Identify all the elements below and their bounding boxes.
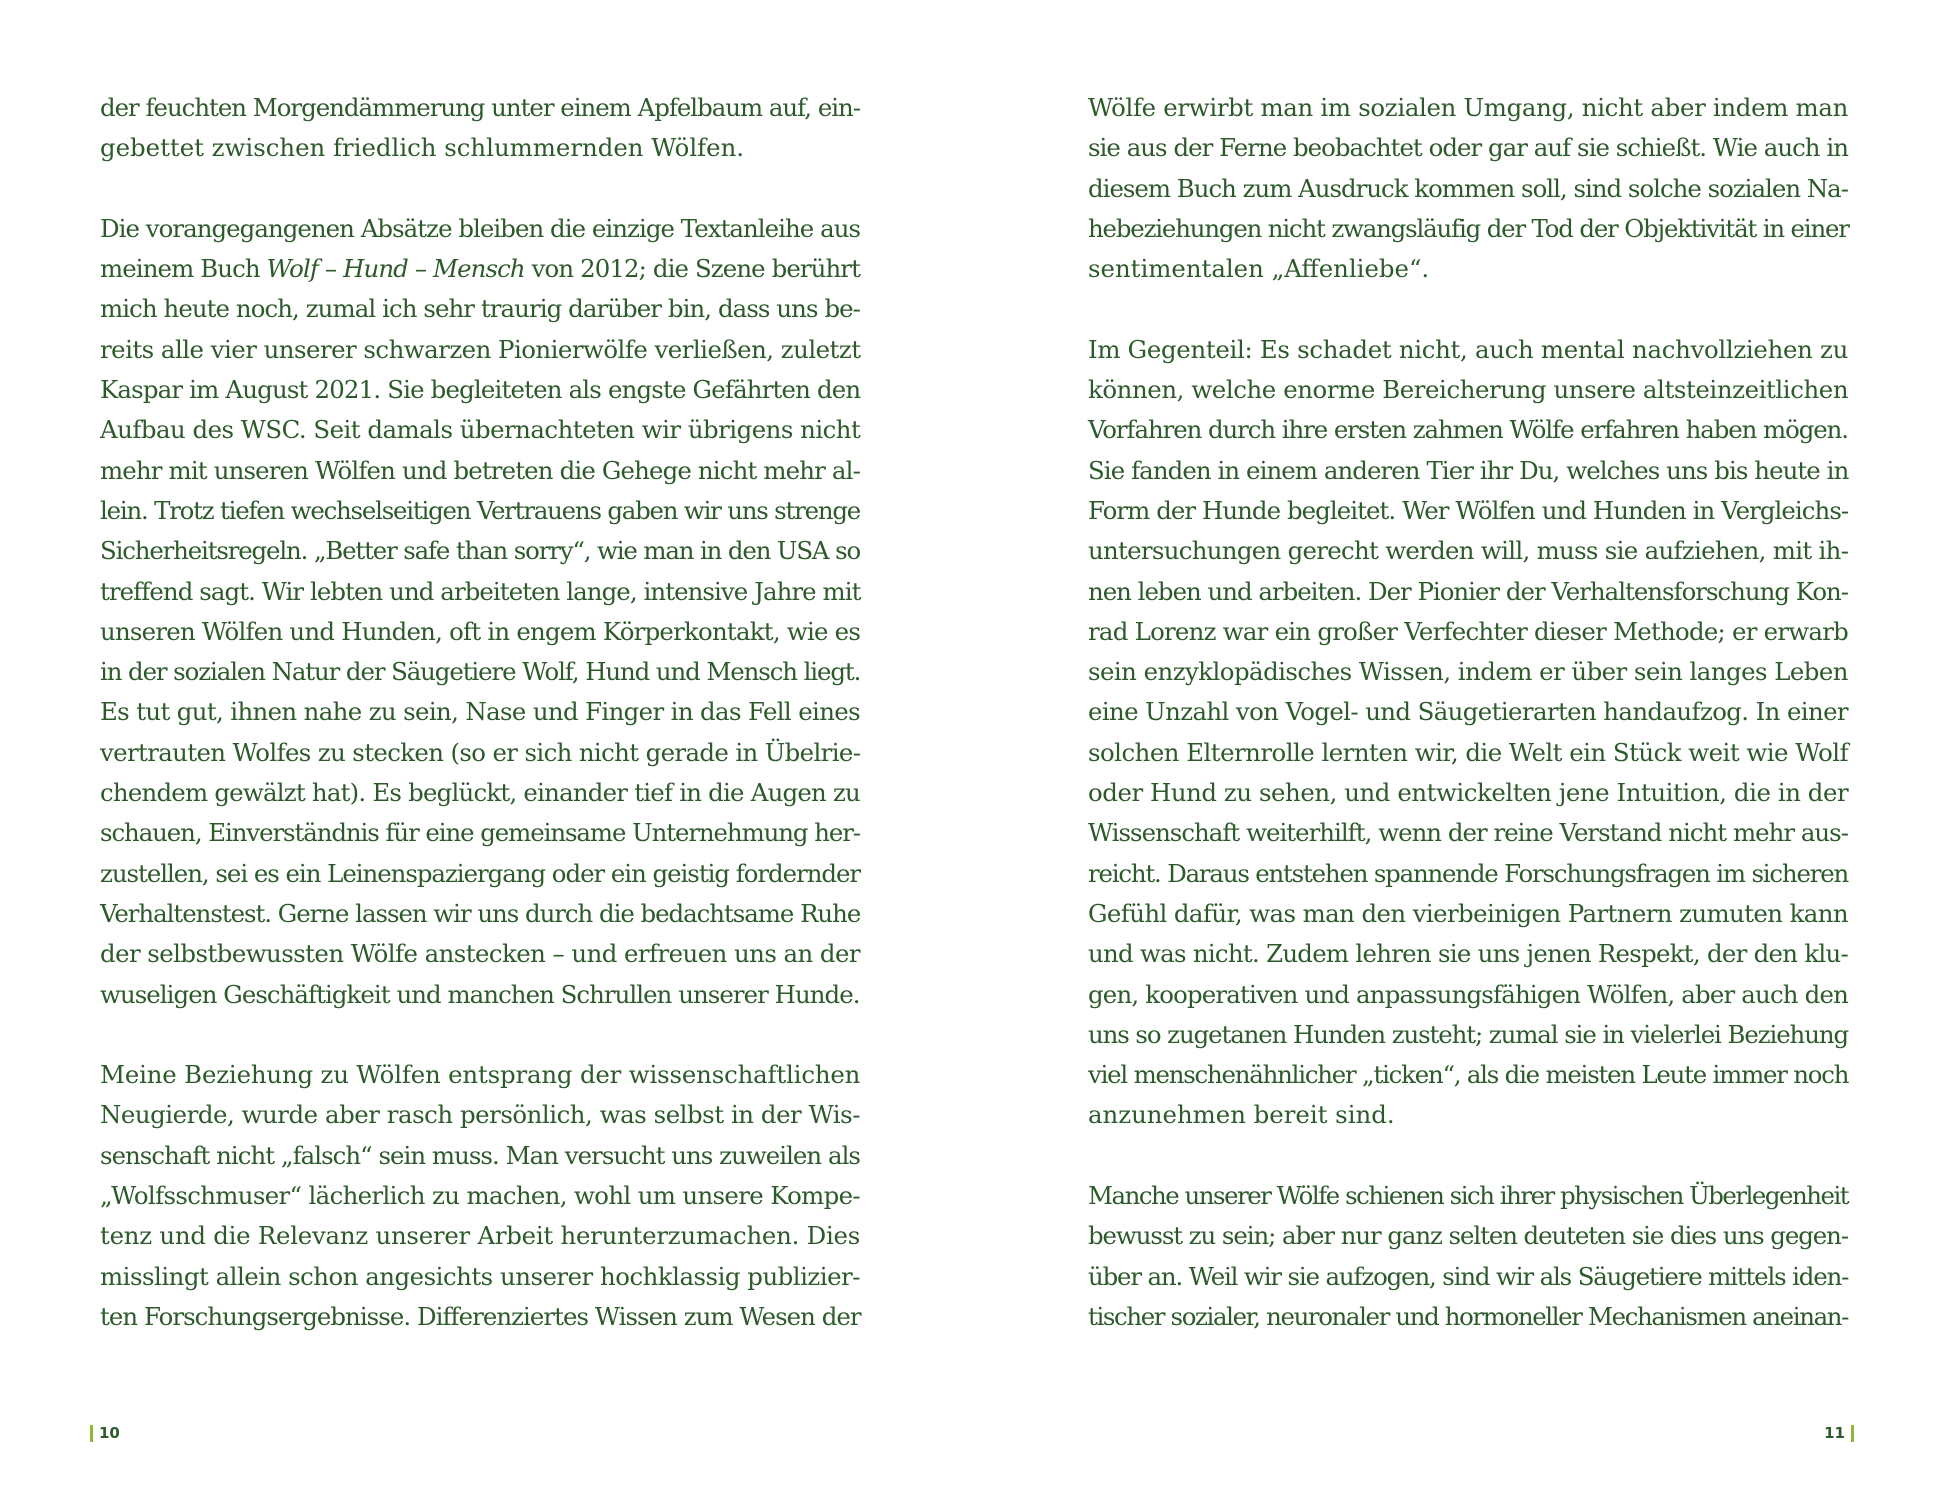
- left-text-column: [100, 88, 860, 1337]
- paragraph-gap: [100, 1015, 860, 1055]
- text-line: der feuchten Morgendämmerung unter einem Apfelbaum auf, ein-: [100, 93, 860, 122]
- text-line: unseren Wölfen und Hunden, oft in engem Körperkontakt, wie es: [100, 616, 861, 646]
- text-line: misslingt allein schon angesichts unserer hochklassig publizier-: [100, 1261, 860, 1291]
- text-line: Neugierde, wurde aber rasch persönlich, was selbst in der Wis-: [100, 1100, 860, 1130]
- text-line: Aufbau des WSC. Seit damals übernachteten wir übrigens nicht: [100, 415, 861, 445]
- text-run: meinem Buch: [100, 254, 267, 284]
- text-line: in der sozialen Natur der Säugetiere Wolf, Hund und Mensch liegt.: [100, 657, 861, 687]
- text-line: oder Hund zu sehen, und entwickelten jene Intuition, die in der: [1088, 778, 1849, 808]
- paragraph-gap: [1088, 1136, 1848, 1176]
- text-line: Form der Hunde begleitet. Wer Wölfen und Hunden in Vergleichs-: [1088, 495, 1849, 525]
- right-page: [970, 0, 1940, 1511]
- text-line: lein. Trotz tiefen wechselseitigen Vertrauens gaben wir uns strenge: [100, 495, 860, 525]
- text-line: nen leben und arbeiten. Der Pionier der Verhaltensforschung Kon-: [1088, 576, 1848, 606]
- text-line: tischer sozialer, neuronaler und hormoneller Mechanismen aneinan-: [1088, 1301, 1848, 1331]
- text-line: viel menschenähnlicher „ticken“, als die meisten Leute immer noch: [1088, 1060, 1849, 1090]
- paragraph-gap: [100, 169, 860, 209]
- text-line: untersuchungen gerecht werden will, muss sie aufziehen, mit ih-: [1088, 536, 1849, 566]
- folio-bar-accent: [1851, 1425, 1854, 1442]
- text-line: Wölfe erwirbt man im sozialen Umgang, nicht aber indem man: [1088, 93, 1848, 122]
- text-line: Im Gegenteil: Es schadet nicht, auch mental nachvollziehen zu: [1088, 334, 1848, 364]
- text-line: über an. Weil wir sie aufzogen, sind wir als Säugetiere mittels iden-: [1088, 1261, 1849, 1291]
- text-line: Meine Beziehung zu Wölfen entsprang der wissenschaftlichen: [100, 1060, 861, 1090]
- text-line: senschaft nicht „falsch“ sein muss. Man versucht uns zuweilen als: [100, 1140, 860, 1170]
- text-line: Kaspar im August 2021. Sie begleiteten als engste Gefährten den: [100, 375, 861, 405]
- text-line: Sie fanden in einem anderen Tier ihr Du, welches uns bis heute in: [1088, 455, 1849, 485]
- text-line: ten Forschungsergebnisse. Differenziertes Wissen zum Wesen der: [100, 1301, 861, 1331]
- text-line: chendem gewälzt hat). Es beglückt, einander tief in die Augen zu: [100, 778, 860, 808]
- text-line: Manche unserer Wölfe schienen sich ihrer physischen Überlegenheit: [1088, 1181, 1849, 1211]
- text-line: können, welche enorme Bereicherung unsere altsteinzeitlichen: [1088, 375, 1849, 405]
- folio-bar-accent: [90, 1425, 93, 1442]
- text-line: und was nicht. Zudem lehren sie uns jenen Respekt, der den klu-: [1088, 939, 1848, 969]
- text-line: sentimentalen „Affenliebe“.: [1088, 254, 1430, 284]
- text-line: reicht. Daraus entstehen spannende Forschungsfragen im sicheren: [1088, 858, 1848, 888]
- text-line: sie aus der Ferne beobachtet oder gar auf sie schießt. Wie auch in: [1088, 133, 1848, 163]
- text-line: Die vorangegangenen Absätze bleiben die einzige Textanleihe aus: [100, 213, 861, 243]
- text-line: eine Unzahl von Vogel- und Säugetierarten handaufzog. In einer: [1088, 697, 1848, 727]
- text-line: zustellen, sei es ein Leinenspaziergang oder ein geistig fordernder: [100, 858, 861, 888]
- text-run: von 2012; die Szene berührt: [524, 254, 860, 284]
- text-line: rad Lorenz war ein großer Verfechter dieser Methode; er erwarb: [1088, 616, 1848, 646]
- text-line: Wissenschaft weiterhilft, wenn der reine Verstand nicht mehr aus-: [1088, 818, 1848, 848]
- right-text-column: [1088, 88, 1848, 1337]
- text-line: schauen, Einverständnis für eine gemeinsame Unternehmung her-: [100, 818, 860, 848]
- text-line: bewusst zu sein; aber nur ganz selten deuteten sie dies uns gegen-: [1088, 1221, 1848, 1251]
- paragraph-gap: [1088, 289, 1848, 329]
- page-number-right-label: 11: [1824, 1424, 1845, 1442]
- text-line: gen, kooperativen und anpassungsfähigen Wölfen, aber auch den: [1088, 979, 1848, 1009]
- text-line: wuseligen Geschäftigkeit und manchen Schrullen unserer Hunde.: [100, 979, 860, 1009]
- book-title-italic: Wolf – Hund – Mensch: [266, 254, 525, 284]
- page-number-left-label: 10: [99, 1424, 120, 1442]
- page-number-left: [90, 1424, 120, 1442]
- text-line: mich heute noch, zumal ich sehr traurig darüber bin, dass uns be-: [100, 294, 861, 324]
- text-line: Verhaltenstest. Gerne lassen wir uns durch die bedachtsame Ruhe: [100, 898, 861, 928]
- text-line: mehr mit unseren Wölfen und betreten die Gehege nicht mehr al-: [100, 455, 860, 485]
- text-line: solchen Elternrolle lernten wir, die Welt ein Stück weit wie Wolf: [1088, 737, 1849, 767]
- text-line: uns so zugetanen Hunden zusteht; zumal sie in vielerlei Beziehung: [1088, 1019, 1848, 1049]
- text-line: treffend sagt. Wir lebten und arbeiteten lange, intensive Jahre mit: [100, 576, 861, 606]
- text-line: reits alle vier unserer schwarzen Pionierwölfe verließen, zuletzt: [100, 334, 861, 364]
- text-line: tenz und die Relevanz unserer Arbeit herunterzumachen. Dies: [100, 1221, 860, 1251]
- text-line: Vorfahren durch ihre ersten zahmen Wölfe erfahren haben mögen.: [1088, 415, 1848, 445]
- text-line: Es tut gut, ihnen nahe zu sein, Nase und Finger in das Fell eines: [100, 697, 860, 727]
- text-line: sein enzyklopädisches Wissen, indem er über sein langes Leben: [1088, 657, 1848, 687]
- page-number-right: [1824, 1424, 1854, 1442]
- text-line: gebettet zwischen friedlich schlummernden Wölfen.: [100, 133, 745, 163]
- text-line: vertrauten Wolfes zu stecken (so er sich nicht gerade in Übelrie-: [100, 737, 861, 767]
- text-line: der selbstbewussten Wölfe anstecken – und erfreuen uns an der: [100, 939, 860, 969]
- text-line: hebeziehungen nicht zwangsläufig der Tod der Objektivität in einer: [1088, 213, 1849, 243]
- text-line: Gefühl dafür, was man den vierbeinigen Partnern zumuten kann: [1088, 898, 1848, 928]
- text-line: Sicherheitsregeln. „Better safe than sorry“, wie man in den USA so: [100, 536, 860, 566]
- text-line: diesem Buch zum Ausdruck kommen soll, sind solche sozialen Na-: [1088, 173, 1848, 203]
- text-line: anzunehmen bereit sind.: [1088, 1100, 1395, 1130]
- text-line: [100, 249, 860, 289]
- text-line: „Wolfsschmuser“ lächerlich zu machen, wohl um unsere Kompe-: [100, 1181, 860, 1211]
